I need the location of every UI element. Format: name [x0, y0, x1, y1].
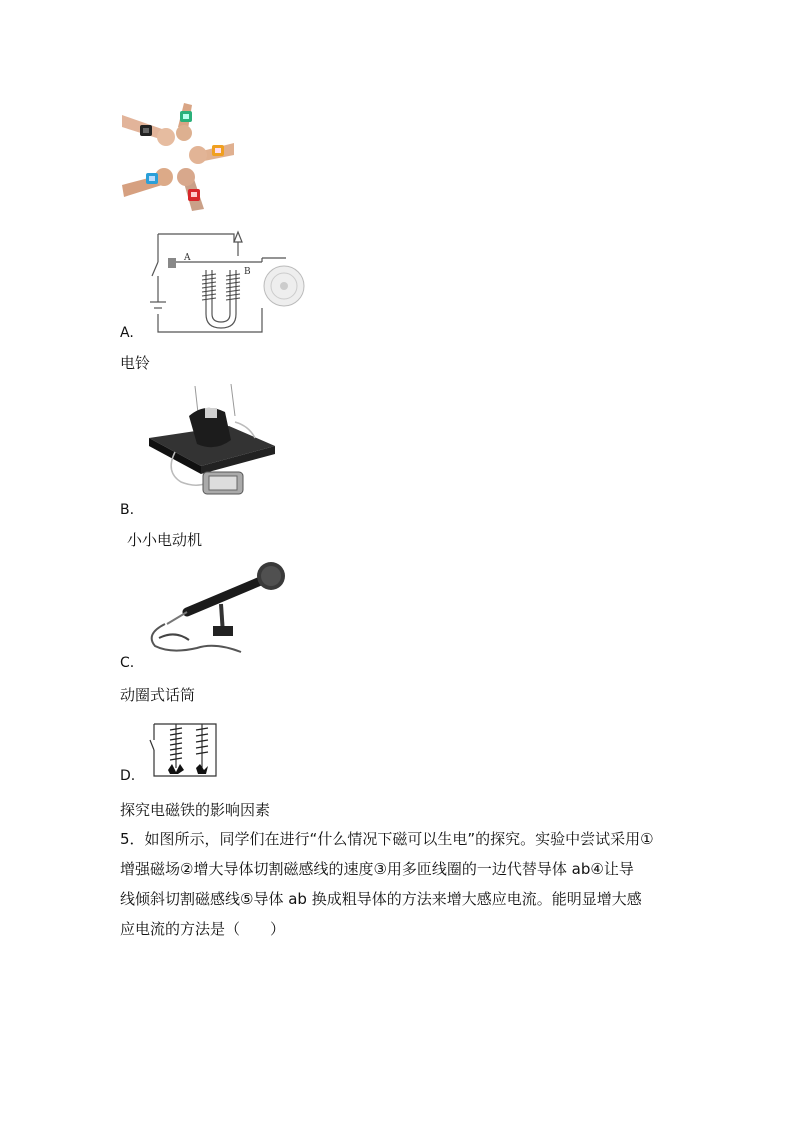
option-a-letter: A. [120, 325, 134, 341]
option-d-letter: D. [120, 768, 136, 784]
smartwatch-hands-image [122, 103, 234, 213]
option-c-letter: C. [120, 655, 135, 671]
dynamic-microphone-image [145, 560, 290, 665]
electric-bell-diagram [138, 222, 308, 340]
option-b-letter: B. [120, 502, 135, 518]
label-a: A [184, 253, 191, 263]
option-d-caption: 探究电磁铁的影响因素 [120, 801, 271, 819]
option-c-caption: 动圈式话筒 [120, 686, 196, 704]
option-b-caption: 小小电动机 [127, 531, 203, 549]
question-line-3: 线倾斜切割磁感线⑤导体 ab 换成粗导体的方法来增大感应电流。能明显增大感 [120, 890, 642, 908]
electromagnet-experiment-diagram [148, 718, 220, 780]
question-line-4: 应电流的方法是（ ） [120, 920, 286, 938]
option-a-caption: 电铃 [120, 354, 151, 372]
question-5 [120, 824, 680, 944]
question-line-2: 增强磁场②增大导体切割磁感线的速度③用多匝线圈的一边代替导体 ab④让导 [120, 860, 634, 878]
label-b: B [244, 267, 251, 277]
question-line-1: 5．如图所示，同学们在进行“什么情况下磁可以生电”的探究。实验中尝试采用① [120, 830, 654, 848]
small-motor-image [145, 382, 275, 512]
